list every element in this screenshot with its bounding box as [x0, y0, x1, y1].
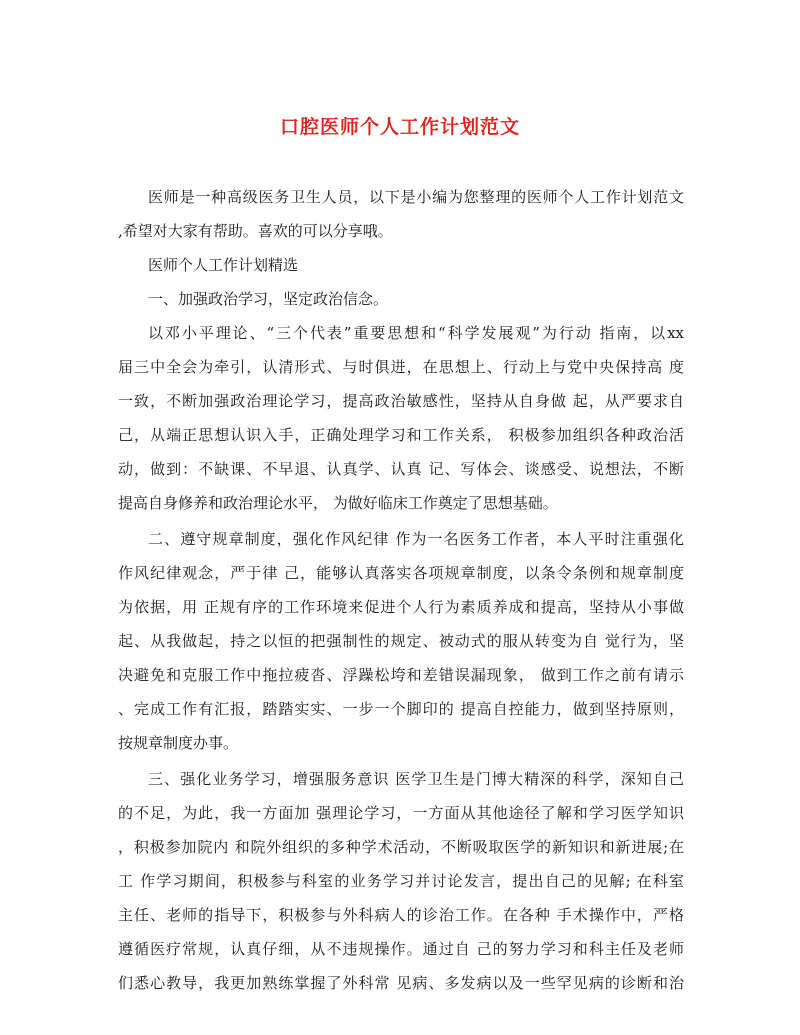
text-line: 决避免和克服工作中拖拉疲沓、浮躁松垮和差错误漏现象， 做到工作之前有请示: [118, 666, 684, 684]
text-line: 按规章制度办事。: [118, 734, 239, 752]
text-line: 二、遵守规章制度，强化作风纪律 作为一名医务工作者，本人平时注重强化: [148, 530, 684, 548]
paragraph-political-study: [118, 316, 684, 520]
text-line: 主任、老师的指导下，积极参与外科病人的诊治工作。在各种 手术操作中，严格: [118, 906, 684, 924]
text-line: 以邓小平理论、“三个代表”重要思想和“科学发展观”为行动 指南，以xx: [148, 324, 684, 342]
paragraph-intro: [118, 180, 684, 248]
paragraph-professional-study: [118, 762, 684, 1000]
text-line: ,希望对大家有帮助。喜欢的可以分享哦。: [118, 222, 393, 240]
text-line: 们悉心教导，我更加熟练掌握了外科常 见病、多发病以及一些罕见病的诊断和治: [118, 974, 684, 992]
text-line: 遵循医疗常规，认真仔细，从不违规操作。通过自 己的努力学习和科主任及老师: [118, 940, 684, 958]
text-line: 起、从我做起，持之以恒的把强制性的规定、被动式的服从转变为自 觉行为，坚: [118, 632, 684, 650]
text-line: 医师个人工作计划精选: [148, 256, 299, 274]
document-body: [118, 180, 684, 1000]
paragraph-rules-discipline: [118, 522, 684, 760]
text-line: 三、强化业务学习，增强服务意识 医学卫生是门博大精深的科学，深知自己: [148, 770, 684, 788]
text-line: 医师是一种高级医务卫生人员，以下是小编为您整理的医师个人工作计划范文: [148, 188, 684, 206]
text-line: 、完成工作有汇报，踏踏实实、一步一个脚印的 提高自控能力，做到坚持原则，: [118, 700, 684, 718]
paragraph-heading-one: [118, 282, 684, 316]
text-line: 己，从端正思想认识入手，正确处理学习和工作关系， 积极参加组织各种政治活: [118, 426, 684, 444]
text-line: 提高自身修养和政治理论水平， 为做好临床工作奠定了思想基础。: [118, 494, 558, 512]
text-line: 一、加强政治学习，坚定政治信念。: [148, 290, 389, 308]
text-line: 届三中全会为牵引，认清形式、与时俱进，在思想上、行动上与党中央保持高 度: [118, 358, 684, 376]
text-line: 的不足，为此，我一方面加 强理论学习，一方面从其他途径了解和学习医学知识: [118, 804, 684, 822]
document-title: 口腔医师个人工作计划范文: [279, 116, 520, 138]
text-line: 为依据，用 正规有序的工作环境来促进个人行为素质养成和提高，坚持从小事做: [118, 598, 684, 616]
text-line: 一致，不断加强政治理论学习，提高政治敏感性，坚持从自身做 起，从严要求自: [118, 392, 684, 410]
text-line: 动，做到：不缺课、不早退、认真学、认真 记、写体会、谈感受、说想法，不断: [118, 460, 684, 478]
text-line: ，积极参加院内 和院外组织的多种学术活动，不断吸取医学的新知识和新进展;在: [118, 838, 684, 856]
text-line: 作风纪律观念，严于律 己，能够认真落实各项规章制度，以条令条例和规章制度: [118, 564, 684, 582]
paragraph-section-heading: [118, 248, 684, 282]
text-line: 工 作学习期间，积极参与科室的业务学习并讨论发言，提出自己的见解; 在科室: [118, 872, 684, 890]
